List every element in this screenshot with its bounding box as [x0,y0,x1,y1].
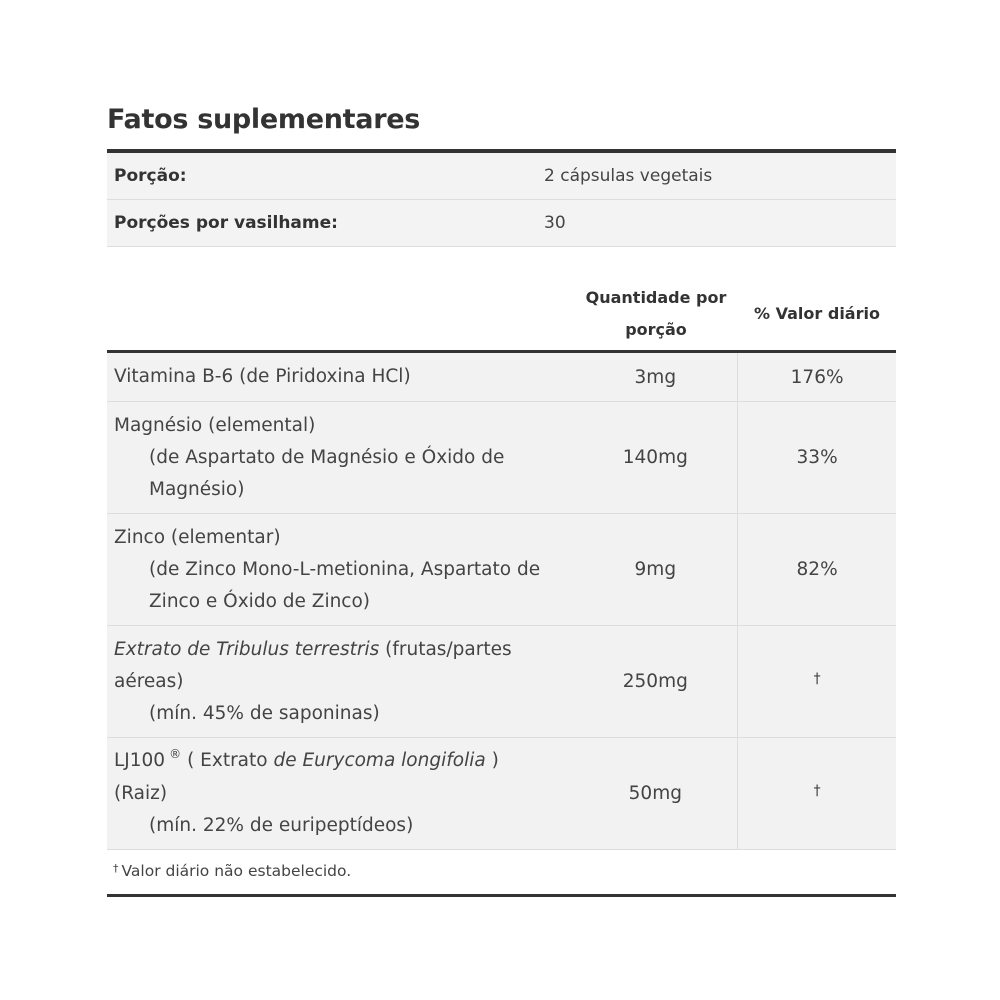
table-row [107,514,896,626]
registered-mark: ® [169,747,182,761]
spacer [107,247,896,277]
header-amount-line2: porção [625,319,687,339]
ingredient-standardization: (mín. 22% de euripeptídeos) [149,815,414,836]
ingredient-standardization: (mín. 45% de saponinas) [149,702,380,724]
ingredient-name-line: Magnésio (elemental) [114,414,316,436]
ingredient-name-rest: (frutas/partes [379,638,512,660]
footnote-text: Valor diário não estabelecido. [121,862,352,880]
serving-size-label: Porção: [114,166,187,186]
ingredient-amount: 3mg [634,366,677,388]
serving-size-row [107,153,896,200]
serving-info [107,149,896,247]
footnote [107,850,896,897]
ingredient-amount: 140mg [622,447,688,468]
servings-per-container-value: 30 [544,213,566,233]
ingredient-name-mid: ( Extrato [187,750,274,771]
ingredient-daily-value [737,738,896,849]
column-headers [107,277,896,350]
ingredient-name-line: Vitamina B-6 (de Piridoxina HCl) [114,366,411,387]
ingredient-source-line: Magnésio) [149,478,245,500]
ingredient-name [107,402,573,513]
dagger-symbol: † [813,782,821,799]
ingredient-name [107,626,573,737]
header-ingredient [107,277,574,350]
ingredient-name-line: Zinco (elementar) [114,526,281,548]
ingredient-source-line: (de Zinco Mono-L-metionina, Aspartato de [149,558,541,580]
table-row [107,402,896,514]
table-row [107,626,896,738]
ingredient-name-italic: Extrato de Tribulus terrestris [114,638,380,660]
ingredient-daily-value: 176% [737,353,896,401]
ingredient-name [107,738,573,849]
ingredient-amount: 50mg [628,783,682,804]
table-row [107,353,896,402]
header-amount-line1: Quantidade por [585,287,727,307]
ingredient-name-close: ) [485,750,499,771]
header-amount [574,277,738,350]
ingredient-brand: LJ100 [114,750,166,771]
table-row [107,738,896,850]
ingredient-name [107,353,573,401]
servings-per-container-row [107,200,896,247]
ingredient-name-line [114,745,567,778]
ingredient-source-line: (de Aspartato de Magnésio e Óxido de [149,446,505,468]
ingredient-amount: 250mg [622,671,688,692]
panel-title: Fatos suplementares [107,104,420,135]
supplement-facts-panel [107,100,896,897]
ingredient-name-line2: (Raiz) [114,783,168,804]
ingredient-name [107,514,573,625]
dagger-symbol: † [813,670,821,687]
header-daily-value: % Valor diário [754,304,880,323]
serving-size-value: 2 cápsulas vegetais [544,166,713,186]
footnote-dagger: † [113,862,119,875]
ingredient-daily-value [737,626,896,737]
servings-per-container-label: Porções por vasilhame: [114,213,338,233]
ingredient-name-line [114,634,567,666]
ingredient-daily-value: 82% [737,514,896,625]
ingredient-name-line2: aéreas) [114,670,184,692]
ingredient-name-italic: de Eurycoma longifolia [273,750,486,771]
ingredient-source-line: Zinco e Óxido de Zinco) [149,590,371,612]
ingredient-daily-value: 33% [737,402,896,513]
facts-table [107,350,896,850]
ingredient-amount: 9mg [634,559,677,580]
